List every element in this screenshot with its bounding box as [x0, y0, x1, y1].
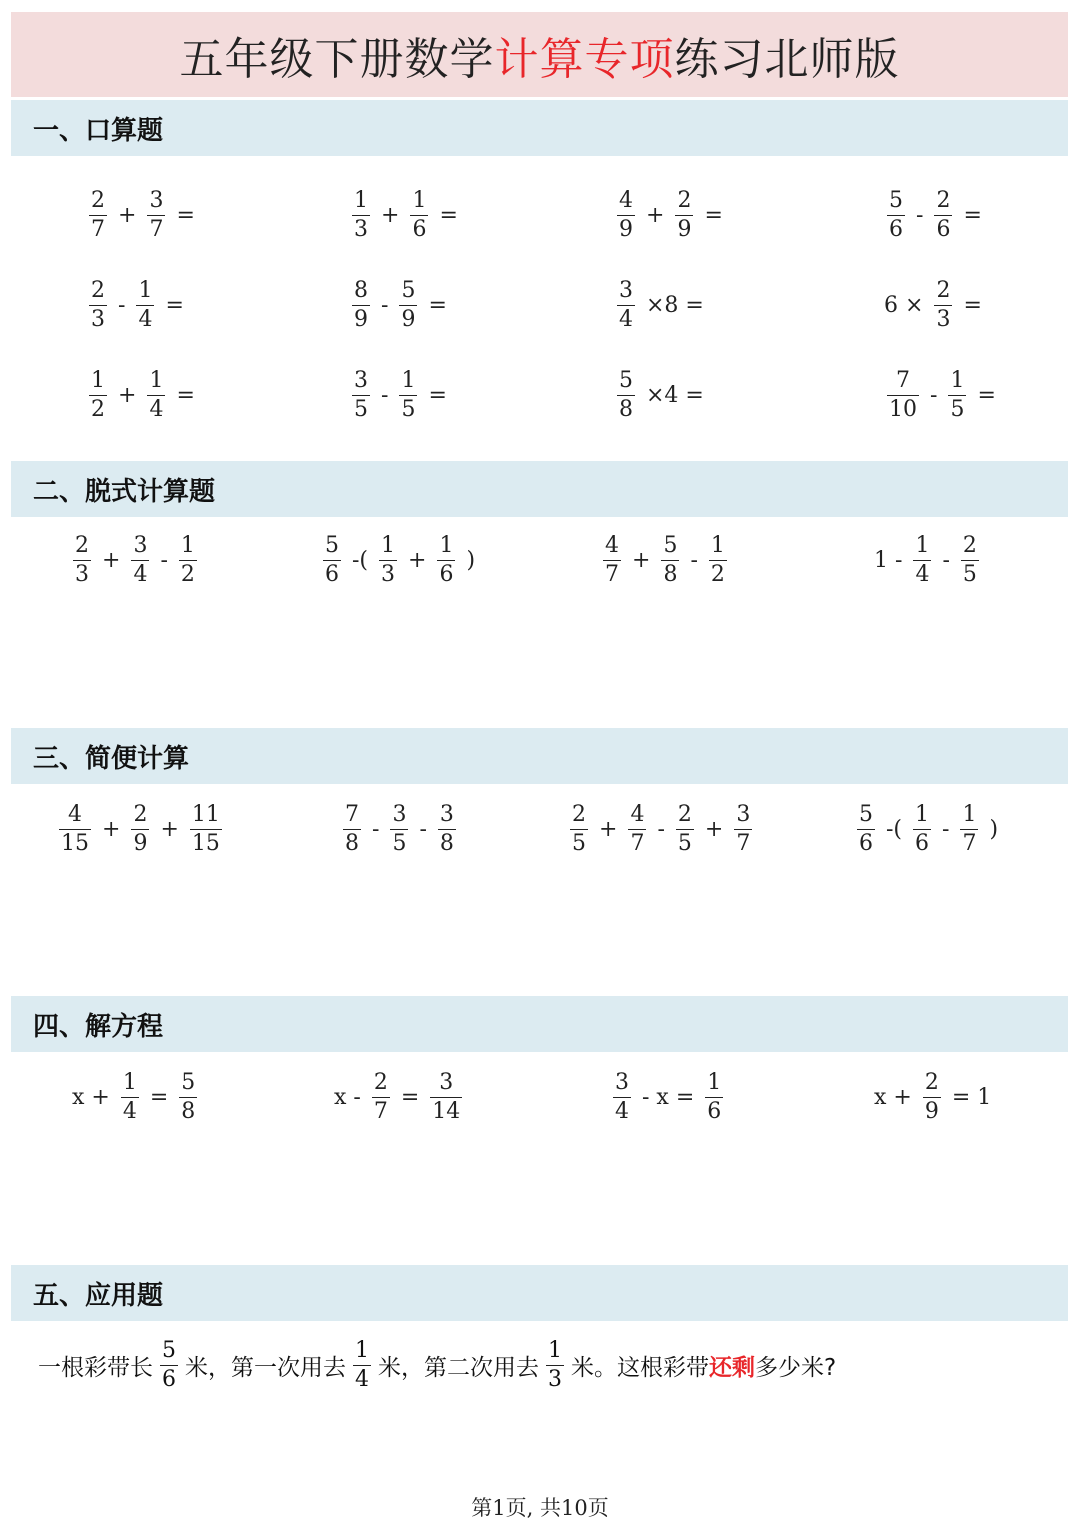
denominator: 6 [439, 562, 454, 587]
operator: = 1 [951, 1085, 992, 1110]
numerator: 2 [962, 533, 977, 558]
numerator: 5 [859, 802, 873, 827]
oral-problem [880, 190, 986, 241]
operator: - [657, 817, 665, 842]
denominator: 6 [325, 562, 339, 587]
wp-fraction-3 [546, 1340, 564, 1391]
title-highlight: 计算专项 [494, 33, 675, 85]
numerator: 3 [736, 802, 751, 827]
denominator: 5 [572, 831, 586, 856]
denominator: 9 [401, 307, 416, 332]
operator: - [381, 293, 389, 318]
fraction [430, 1072, 462, 1123]
numerator: 11 [191, 802, 220, 827]
denominator: 4 [149, 397, 164, 422]
operator: = [439, 203, 458, 228]
fraction [617, 280, 635, 331]
fraction [923, 1072, 941, 1123]
operator: = [165, 293, 184, 318]
title-part1: 五年级下册数学 [179, 33, 495, 85]
fraction [705, 1072, 723, 1123]
fraction [121, 1072, 139, 1123]
section-heading-stepwise: 二、脱式计算题 [11, 461, 1068, 517]
operator: + [704, 817, 724, 842]
operator: = [428, 293, 447, 318]
denominator: 10 [889, 397, 917, 422]
numerator: 1 [707, 1070, 722, 1095]
operator: ×8 = [646, 293, 704, 318]
operator: - [930, 383, 938, 408]
fraction [961, 535, 979, 586]
oral-problem [345, 370, 451, 421]
oral-problem [345, 280, 451, 331]
operator: + [646, 203, 665, 228]
fraction [661, 535, 679, 586]
operator: - x = [642, 1085, 695, 1110]
fraction [913, 535, 931, 586]
numerator: 2 [924, 1070, 939, 1095]
denominator: 4 [122, 1099, 137, 1124]
fraction [147, 370, 165, 421]
fraction [352, 370, 370, 421]
page-footer: 第1页, 共10页 [471, 1496, 609, 1520]
denominator: 4 [615, 1099, 629, 1124]
numerator: 5 [401, 278, 416, 303]
operator: = [428, 383, 447, 408]
fraction [131, 804, 149, 855]
operator: - [381, 383, 389, 408]
denominator: 8 [663, 562, 678, 587]
operator: - [916, 203, 924, 228]
fraction [352, 280, 370, 331]
denominator: 6 [936, 217, 951, 242]
stepwise-problem [596, 535, 734, 586]
operator: + [102, 817, 121, 842]
fraction [437, 535, 455, 586]
numerator: 7 [345, 802, 359, 827]
simplify-problem [850, 804, 1002, 855]
denominator: 6 [915, 831, 930, 856]
fraction [89, 190, 107, 241]
denominator: 9 [677, 217, 692, 242]
operator: + [102, 548, 121, 573]
numerator: 3 [615, 1070, 629, 1095]
fraction [89, 370, 107, 421]
oral-problem [82, 280, 188, 331]
numerator: 2 [373, 1070, 388, 1095]
numerator: 1 [548, 1338, 562, 1363]
simplify-problem [52, 804, 229, 855]
operator: x + [72, 1085, 110, 1110]
numerator: 2 [133, 802, 148, 827]
denominator: 7 [962, 831, 977, 856]
numerator: 5 [889, 188, 903, 213]
denominator: 15 [191, 831, 220, 856]
denominator: 5 [677, 831, 692, 856]
numerator: 1 [381, 533, 396, 558]
operator: + [632, 548, 651, 573]
fraction [179, 1072, 197, 1123]
numerator: 1 [122, 1070, 137, 1095]
fraction [323, 535, 341, 586]
numerator: 2 [91, 188, 105, 213]
stepwise-problem [870, 535, 986, 586]
numerator: 2 [677, 802, 692, 827]
numerator: 3 [439, 1070, 454, 1095]
numerator: 4 [630, 802, 645, 827]
operator: = [963, 293, 982, 318]
denominator: 4 [619, 307, 633, 332]
operator: = [704, 203, 723, 228]
denominator: 7 [736, 831, 751, 856]
oral-problem [880, 280, 986, 331]
oral-problem [82, 190, 199, 241]
fraction [410, 190, 428, 241]
fraction [131, 535, 149, 586]
numerator: 4 [619, 188, 633, 213]
numerator: 1 [401, 368, 416, 393]
stepwise-problem [66, 535, 204, 586]
operator: 6 × [884, 293, 924, 318]
numerator: 5 [162, 1338, 176, 1363]
denominator: 3 [354, 217, 368, 242]
denominator: 3 [75, 562, 89, 587]
equation-problem [606, 1072, 730, 1123]
denominator: 7 [91, 217, 105, 242]
denominator: 7 [373, 1099, 388, 1124]
operator: ) [989, 817, 999, 842]
denominator: 15 [61, 831, 89, 856]
fraction [73, 535, 91, 586]
fraction [617, 190, 635, 241]
numerator: 4 [68, 802, 82, 827]
operator: = [963, 203, 982, 228]
numerator: 5 [181, 1070, 196, 1095]
wp-text-5: 多少米? [755, 1355, 837, 1381]
operator: = [400, 1085, 420, 1110]
oral-problem [610, 370, 708, 421]
denominator: 9 [619, 217, 633, 242]
numerator: 1 [354, 188, 368, 213]
operator: ) [466, 548, 476, 573]
fraction [343, 804, 361, 855]
wp-fraction-2 [353, 1340, 371, 1391]
numerator: 1 [355, 1338, 369, 1363]
operator: + [160, 817, 179, 842]
fraction [136, 280, 154, 331]
equation-problem [68, 1072, 204, 1123]
denominator: 2 [180, 562, 195, 587]
denominator: 4 [133, 562, 148, 587]
fraction [399, 370, 417, 421]
numerator: 3 [149, 188, 164, 213]
operator: - [160, 548, 168, 573]
numerator: 2 [936, 188, 951, 213]
fraction [399, 280, 417, 331]
denominator: 9 [354, 307, 368, 332]
equation-problem [330, 1072, 469, 1123]
fraction [379, 535, 397, 586]
operator: = [149, 1085, 169, 1110]
operator: = [176, 383, 195, 408]
fraction [603, 535, 621, 586]
numerator: 7 [896, 368, 910, 393]
fraction [857, 804, 875, 855]
oral-problem [880, 370, 1000, 421]
numerator: 2 [677, 188, 692, 213]
denominator: 3 [91, 307, 105, 332]
denominator: 8 [439, 831, 454, 856]
fraction [934, 190, 952, 241]
denominator: 5 [354, 397, 368, 422]
numerator: 1 [149, 368, 164, 393]
word-problem [38, 1340, 836, 1391]
fraction [734, 804, 752, 855]
numerator: 1 [91, 368, 105, 393]
fraction [960, 804, 978, 855]
numerator: 1 [710, 533, 725, 558]
wp-fraction-1 [160, 1340, 178, 1391]
operator: x + [874, 1085, 912, 1110]
numerator: 1 [412, 188, 427, 213]
wp-text-3: 米，第二次用去 [378, 1355, 539, 1381]
denominator: 7 [605, 562, 619, 587]
operator: + [381, 203, 400, 228]
fraction [352, 190, 370, 241]
numerator: 4 [605, 533, 619, 558]
operator: -( [886, 817, 903, 842]
denominator: 4 [138, 307, 153, 332]
numerator: 3 [354, 368, 368, 393]
operator: ×4 = [646, 383, 704, 408]
denominator: 2 [91, 397, 105, 422]
oral-problem [610, 190, 727, 241]
numerator: 2 [91, 278, 105, 303]
section-heading-word-problem: 五、应用题 [11, 1265, 1068, 1321]
fraction [179, 535, 197, 586]
numerator: 1 [915, 802, 930, 827]
section-heading-equations: 四、解方程 [11, 996, 1068, 1052]
fraction [948, 370, 966, 421]
numerator: 5 [619, 368, 633, 393]
denominator: 6 [162, 1367, 176, 1392]
section-heading-oral: 一、口算题 [11, 100, 1068, 156]
denominator: 4 [355, 1367, 369, 1392]
fraction [887, 370, 919, 421]
wp-highlight: 还剩 [709, 1355, 755, 1381]
denominator: 8 [345, 831, 359, 856]
numerator: 8 [354, 278, 368, 303]
operator: = [977, 383, 996, 408]
operator: = [176, 203, 195, 228]
operator: + [118, 383, 137, 408]
oral-problem [345, 190, 462, 241]
wp-text-2: 米，第一次用去 [185, 1355, 346, 1381]
stepwise-problem [316, 535, 479, 586]
fraction [190, 804, 222, 855]
fraction [709, 535, 727, 586]
denominator: 4 [915, 562, 930, 587]
operator: -( [352, 548, 369, 573]
denominator: 8 [181, 1099, 196, 1124]
numerator: 3 [439, 802, 454, 827]
fraction [613, 1072, 631, 1123]
fraction [570, 804, 588, 855]
denominator: 6 [707, 1099, 722, 1124]
operator: - [690, 548, 698, 573]
wp-text-4: 米。这根彩带 [571, 1355, 709, 1381]
page-title [11, 12, 1068, 97]
fraction [89, 280, 107, 331]
operator: - [942, 817, 950, 842]
numerator: 5 [325, 533, 339, 558]
fraction [59, 804, 91, 855]
denominator: 9 [133, 831, 148, 856]
denominator: 6 [889, 217, 903, 242]
numerator: 3 [133, 533, 148, 558]
numerator: 3 [619, 278, 633, 303]
denominator: 3 [936, 307, 951, 332]
denominator: 7 [630, 831, 645, 856]
numerator: 3 [392, 802, 407, 827]
operator: - [419, 817, 427, 842]
section-heading-simplify: 三、简便计算 [11, 728, 1068, 784]
numerator: 1 [180, 533, 195, 558]
numerator: 1 [138, 278, 153, 303]
operator: + [599, 817, 618, 842]
oral-problem [610, 280, 708, 331]
fraction [675, 190, 693, 241]
simplify-problem [336, 804, 463, 855]
operator: 1 - [874, 548, 903, 573]
numerator: 2 [936, 278, 951, 303]
denominator: 3 [548, 1367, 562, 1392]
numerator: 5 [663, 533, 678, 558]
operator: - [942, 548, 950, 573]
denominator: 3 [381, 562, 396, 587]
denominator: 14 [432, 1099, 461, 1124]
denominator: 5 [950, 397, 965, 422]
denominator: 5 [962, 562, 977, 587]
numerator: 2 [572, 802, 586, 827]
denominator: 8 [619, 397, 633, 422]
denominator: 9 [924, 1099, 939, 1124]
fraction [934, 280, 952, 331]
denominator: 7 [149, 217, 164, 242]
denominator: 6 [859, 831, 873, 856]
fraction [628, 804, 646, 855]
fraction [617, 370, 635, 421]
wp-text-1: 一根彩带长 [38, 1355, 153, 1381]
title-part2: 练习北师版 [674, 33, 900, 85]
fraction [372, 1072, 390, 1123]
numerator: 1 [915, 533, 930, 558]
simplify-problem [563, 804, 759, 855]
operator: - [118, 293, 126, 318]
numerator: 1 [439, 533, 454, 558]
denominator: 2 [710, 562, 725, 587]
fraction [390, 804, 408, 855]
fraction [147, 190, 165, 241]
numerator: 1 [950, 368, 965, 393]
oral-problem [82, 370, 199, 421]
fraction [887, 190, 905, 241]
numerator: 1 [962, 802, 977, 827]
denominator: 5 [401, 397, 416, 422]
equation-problem [870, 1072, 995, 1123]
denominator: 5 [392, 831, 407, 856]
operator: + [408, 548, 427, 573]
operator: x - [334, 1085, 361, 1110]
fraction [913, 804, 931, 855]
denominator: 6 [412, 217, 427, 242]
operator: + [118, 203, 137, 228]
operator: - [372, 817, 380, 842]
numerator: 2 [75, 533, 89, 558]
fraction [676, 804, 694, 855]
fraction [438, 804, 456, 855]
